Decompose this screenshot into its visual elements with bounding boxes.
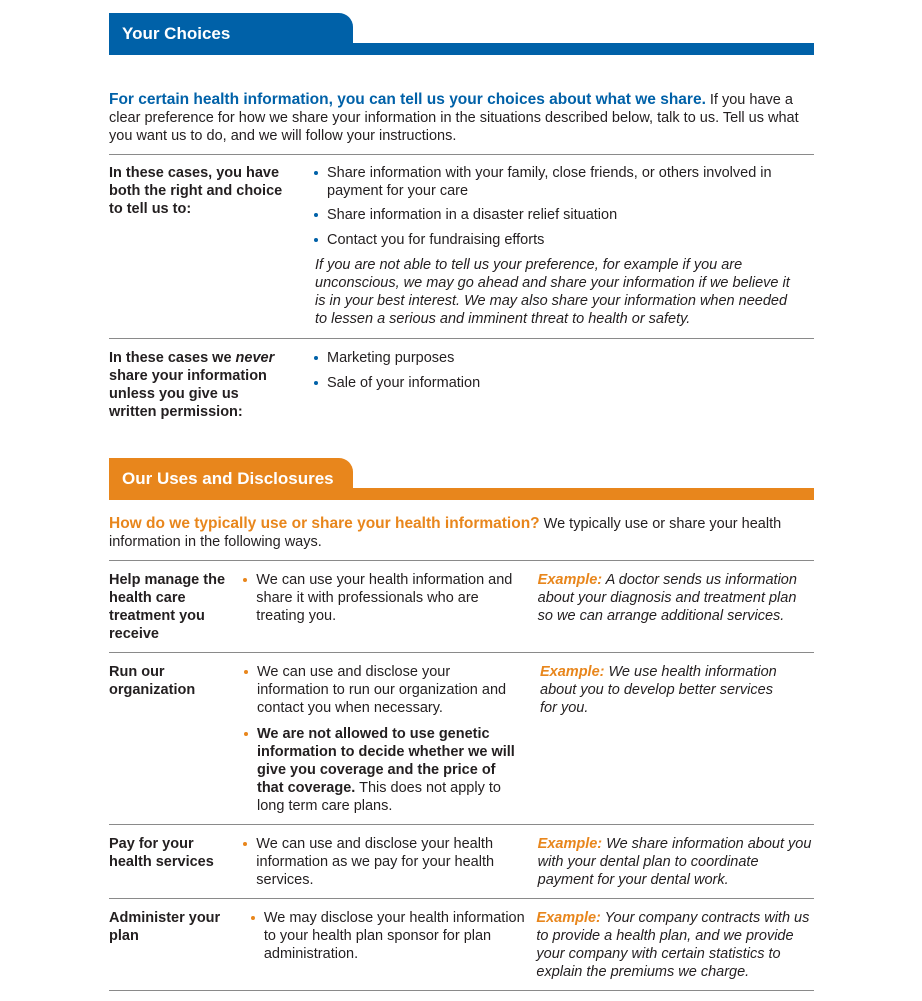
- uses-row-treatment: [109, 560, 814, 652]
- row-note: If you are not able to tell us your preference, for example if you are unconscious, we may go ahead and share your information if we believe it is in your best interest. We may also share your information when needed to lessen a serious and imminent threat to health or safety.: [315, 257, 790, 327]
- list-item: Marketing purposes: [312, 349, 802, 367]
- list-item: Share information in a disaster relief situation: [312, 206, 802, 224]
- choices-intro: [109, 91, 814, 145]
- list-item: We can use and disclose your information to run our organization and contact you when necessary.: [242, 663, 520, 717]
- list-item-bold: We are not allowed to use genetic information to decide whether we will give you coverage and the price of that coverage.: [257, 726, 515, 796]
- choices-intro-lead: For certain health information, you can tell us your choices about what we share.: [109, 91, 706, 108]
- example-label: Example:: [536, 910, 601, 926]
- row-example: [538, 571, 814, 643]
- row-content: [312, 349, 802, 421]
- row-label: Pay for your health services: [109, 836, 214, 870]
- list-item: Share information with your family, close friends, or others involved in payment for your care: [312, 164, 802, 200]
- list-item: [242, 725, 520, 815]
- row-label: In these cases, you have both the right and choice to tell us to:: [109, 165, 283, 217]
- example-text: We share information about you with your dental plan to coordinate payment for your dental work.: [537, 836, 812, 888]
- row-content: [249, 909, 527, 981]
- label-text: In these cases we: [109, 350, 236, 366]
- section-title: Our Uses and Disclosures: [109, 458, 353, 500]
- row-example: [540, 663, 790, 815]
- list-item: We can use and disclose your health information as we pay for your health services.: [241, 835, 517, 889]
- row-label: Run our organization: [109, 664, 196, 698]
- row-content: [312, 164, 802, 328]
- row-example: [538, 835, 814, 889]
- uses-row-pay-services: [109, 824, 814, 898]
- choices-intro-text: If you have a clear preference for how we share your information in the situations described below, talk to us. Tell us what you want us to do, and we will follow your instructions.: [109, 92, 799, 144]
- uses-row-administer-plan: [109, 898, 814, 991]
- uses-intro: [109, 515, 814, 551]
- example-text: A doctor sends us information about your diagnosis and treatment plan so we can arrange additional services.: [537, 572, 797, 624]
- row-label: Help manage the health care treatment you receive: [109, 572, 226, 642]
- list-item: Sale of your information: [312, 374, 802, 392]
- document-page: [109, 0, 814, 991]
- row-example: [536, 909, 814, 981]
- label-emphasis: never: [235, 350, 275, 366]
- example-label: Example:: [537, 836, 603, 852]
- row-content: [241, 571, 517, 643]
- example-text: We use health information about you to develop better services for you.: [540, 664, 777, 716]
- uses-intro-lead: How do we typically use or share your health information?: [109, 515, 540, 532]
- section-title: Your Choices: [109, 13, 353, 55]
- uses-intro-text: We typically use or share your health information in the following ways.: [109, 516, 782, 550]
- list-item: We can use your health information and share it with professionals who are treating you.: [241, 571, 517, 625]
- row-label: [109, 349, 289, 421]
- row-label: Administer your plan: [109, 910, 221, 944]
- uses-row-run-organization: [109, 652, 814, 824]
- row-content: [241, 835, 517, 889]
- your-choices-header: [109, 13, 814, 55]
- uses-disclosures-header: [109, 458, 814, 500]
- list-item: We may disclose your health information to your health plan sponsor for plan administration.: [249, 909, 527, 963]
- example-label: Example:: [540, 664, 605, 680]
- choices-row-never-share: [109, 338, 814, 421]
- label-text: share your information unless you give us written permission:: [109, 368, 267, 420]
- example-text: Your company contracts with us to provide a health plan, and we provide your company with certain statistics to explain the premiums we charge.: [536, 910, 810, 980]
- example-label: Example:: [537, 572, 603, 588]
- choices-row-right-and-choice: [109, 154, 814, 338]
- list-item-text: This does not apply to long term care plans.: [257, 780, 501, 814]
- list-item: Contact you for fundraising efforts: [312, 231, 802, 249]
- row-content: [242, 663, 520, 815]
